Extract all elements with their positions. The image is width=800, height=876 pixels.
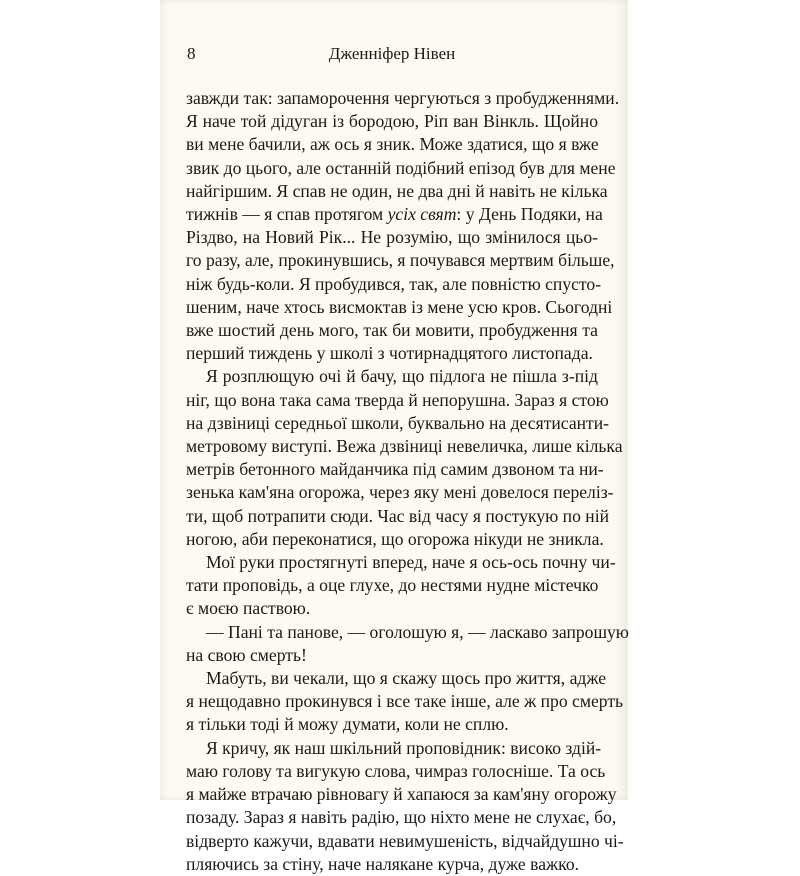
italic-text: усіх свят (387, 204, 457, 225)
text-line: зенька кам'яна огорожа, через яку мені довелося перелiз- (186, 482, 614, 503)
text-line: перший тиждень у школі з чотирнадцятого листопада. (186, 343, 593, 364)
text-line: вже шостий день мого, так би мовити, пробудження та (186, 320, 598, 341)
text-line: ніг, що вона така сама тверда й непорушна. Зараз я стою (186, 389, 609, 410)
text-line: шеним, наче хтось висмоктав із мене усю кров. Сьогодні (186, 296, 613, 317)
text-run: : у День Подяки, на (456, 204, 603, 225)
text-line: Різдво, на Новий Рік... Не розумію, що змінилося цьо- (186, 227, 598, 248)
text-line: — Пані та панове, — оголошую я, — ласкаво запрошую (206, 621, 629, 642)
text-line: я майже втрачаю рівновагу й хапаюся за кам'яну огорожу (186, 784, 617, 805)
text-line: є моєю паствою. (186, 598, 311, 619)
text-line: звик до цього, але останній подібний епізод був для мене (186, 157, 616, 178)
page-header (187, 44, 597, 66)
text-run: тижнів — я спав протягом (186, 204, 388, 225)
text-line (186, 203, 603, 226)
page-number: 8 (187, 44, 196, 63)
text-line: го разу, але, прокинувшись, я почувався мертвим більше, (186, 250, 615, 271)
text-line: ви мене бачили, аж ось я зник. Може здатися, що я вже (186, 134, 599, 155)
text-line: завжди так: запаморочення чергуються з пробудженнями. (186, 88, 620, 108)
text-line: Мабуть, ви чекали, що я скажу щось про життя, адже (206, 668, 607, 689)
running-head: Дженніфер Нівен (328, 44, 456, 63)
text-line: Я наче той дідуган із бородою, Ріп ван Вінкль. Щойно (186, 111, 598, 132)
body-text (186, 87, 629, 876)
text-line: Мої руки простягнуті вперед, наче я ось-ось почну чи- (206, 552, 616, 573)
text-line: метрів бетонного майданчика під самим дзвоном та ни- (186, 459, 604, 480)
text-line: метровому виступі. Вежа дзвіниці невеличка, лише кілька (186, 436, 623, 457)
text-line: позаду. Зараз я навіть радію, що ніхто мене не слухає, бо, (186, 807, 617, 828)
text-line: тати проповідь, а оце глухе, до нестями нудне містечко (186, 575, 599, 596)
text-line: на свою смерть! (186, 644, 307, 665)
text-line: Я розплющую очі й бачу, що підлога не пішла з-під (206, 366, 598, 387)
text-line: найгіршим. Я спав не один, не два дні й навіть не кілька (186, 180, 608, 201)
text-line: відверто кажучи, вдавати невимушеність, відчайдушно чі- (186, 830, 624, 851)
text-line: пляючись за стіну, наче налякане курча, дуже важко. (186, 853, 580, 874)
text-line: маю голову та вигукую слова, чимраз голосніше. Та ось (186, 760, 606, 781)
text-line: ти, щоб потрапити сюди. Час від часу я постукую по ній (186, 505, 610, 526)
text-line: ніж будь-коли. Я пробудився, так, але повністю спусто- (186, 273, 602, 294)
text-line: на дзвіниці середньої школи, буквально на десятисанти- (186, 412, 610, 433)
text-line: ногою, аби переконатися, що огорожа нікуди не зникла. (186, 528, 604, 549)
text-line: я тільки тоді й можу думати, коли не сплю. (186, 714, 509, 735)
text-line: Я кричу, як наш шкільний проповідник: високо здій- (206, 737, 602, 758)
text-line: я нещодавно прокинувся і все таке інше, але ж про смерть (186, 691, 624, 712)
